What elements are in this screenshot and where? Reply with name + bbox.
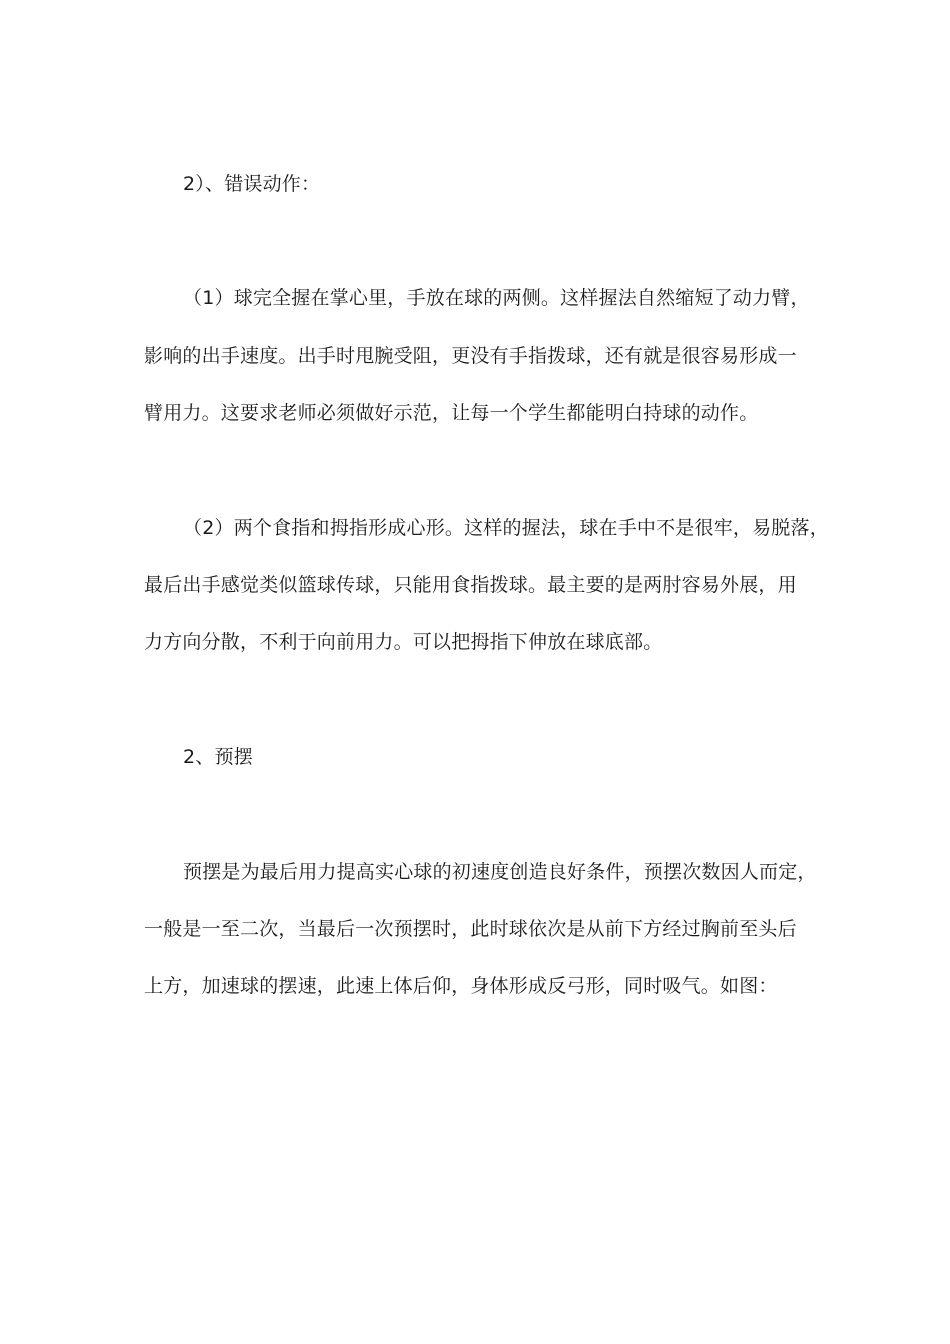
paragraph-1-line-1: （1）球完全握在掌心里，手放在球的两侧。这样握法自然缩短了动力臂， bbox=[183, 287, 810, 309]
paragraph-1-line-3: 臂用力。这要求老师必须做好示范，让每一个学生都能明白持球的动作。 bbox=[144, 402, 759, 424]
section-heading-preswing: 2、预摆 bbox=[183, 746, 253, 768]
paragraph-3-line-2: 一般是一至二次，当最后一次预摆时，此时球依次是从前下方经过胸前至头后 bbox=[144, 918, 797, 940]
paragraph-3-line-1: 预摆是为最后用力提高实心球的初速度创造良好条件，预摆次数因人而定， bbox=[183, 861, 817, 883]
paragraph-2-line-3: 力方向分散，不利于向前用力。可以把拇指下伸放在球底部。 bbox=[144, 631, 663, 653]
paragraph-1-line-2: 影响的出手速度。出手时甩腕受阻，更没有手指拨球，还有就是很容易形成一 bbox=[144, 345, 797, 367]
paragraph-2-line-2: 最后出手感觉类似篮球传球，只能用食指拨球。最主要的是两肘容易外展，用 bbox=[144, 574, 797, 596]
paragraph-2-line-1: （2）两个食指和拇指形成心形。这样的握法，球在手中不是很牢，易脱落， bbox=[183, 517, 829, 539]
paragraph-3-line-3: 上方，加速球的摆速，此速上体后仰，身体形成反弓形，同时吸气。如图： bbox=[144, 975, 778, 997]
section-heading-errors: 2）、错误动作： bbox=[183, 173, 321, 195]
